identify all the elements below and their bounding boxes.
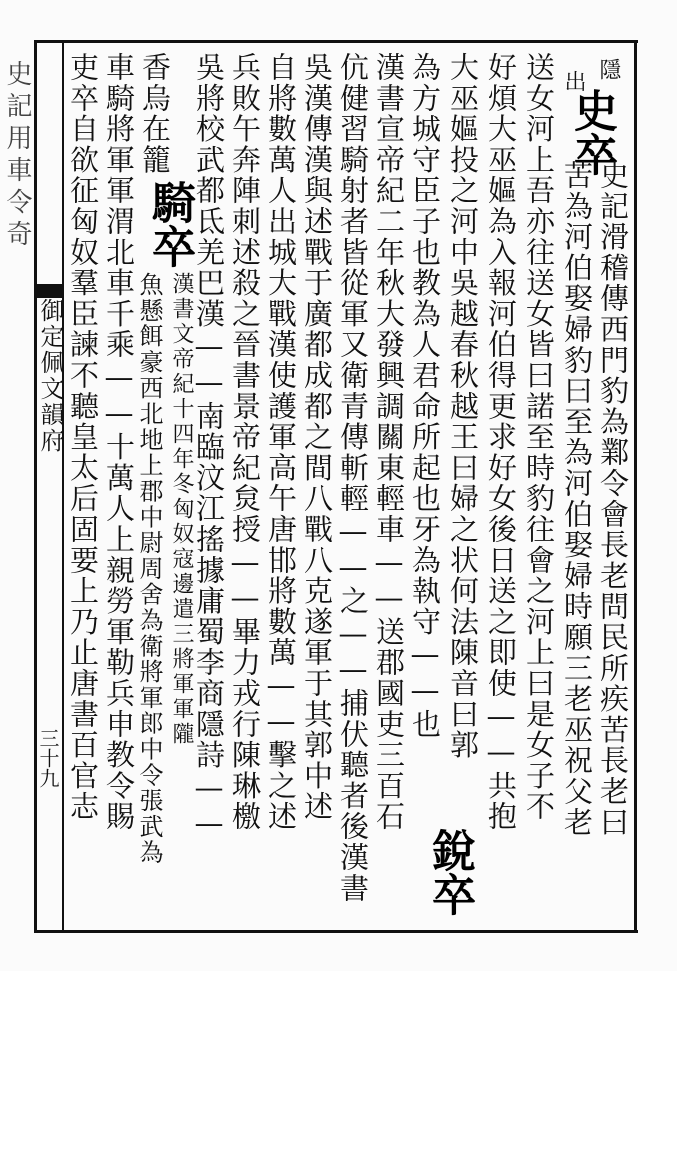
annotation-column: 漢書文帝紀十四年冬匈奴寇邊遣三將軍軍隴 <box>169 272 194 747</box>
headword-note: 隱 <box>596 58 621 80</box>
text-column-6: 為方城守臣子也教為人君命所起也牙為執守——也 <box>408 52 442 740</box>
headword-rui-zu: 銳卒 <box>424 828 475 916</box>
text-column-5: 大巫嫗投之河中吳越春秋越王曰婦之状何法陳音曰郭 <box>446 52 480 761</box>
headword-prefix: 出 <box>561 70 586 92</box>
page-number: 三十九 <box>36 728 60 788</box>
text-column-4: 好煩大巫嫗為入報河伯得更求好女後日送之即使——共抱 <box>484 52 518 832</box>
text-column-11: 兵敗午奔陣刺述殺之晉書景帝紀炱授——畢力戎行陳琳檄 <box>228 52 262 832</box>
headword-shi-zu: 史卒 <box>566 88 617 176</box>
previous-page-strip: 史記用車令奇 <box>2 60 32 252</box>
text-column-12: 吳將校武都氐羌巴漢——南臨汶江搖據庸蜀李商隱詩—— <box>192 52 226 842</box>
text-column-13: 魚懸餌豪西北地上郡中尉周舍為衛將軍郎中令張武為 <box>135 272 163 866</box>
text-column-1: 史記滑稽傳西門豹為鄴令會長老問民所疾苦長老曰 <box>596 160 630 838</box>
top-border <box>34 40 638 43</box>
left-border <box>34 40 37 933</box>
text-column-14: 香烏在籠 <box>138 52 172 176</box>
text-column-10: 自將數萬人出城大戰漢使護軍高午唐邯將數萬——擊之述 <box>264 52 298 832</box>
text-column-2: 苦為河伯娶婦豹曰至為河伯娶婦時願三老巫祝父老 <box>560 160 594 838</box>
text-column-15: 車騎將軍軍渭北車千乘——十萬人上親勞軍勒兵申教令賜 <box>102 52 136 832</box>
headword-qi-zu: 騎卒 <box>144 180 195 268</box>
book-title: 御定佩文韻府 <box>36 298 64 454</box>
text-column-8: 伉健習騎射者皆從軍又衛青傳斬輕——之——捕伏聽者後漢書 <box>336 52 370 904</box>
text-column-16: 吏卒自欲征匈奴羣臣諫不聽皇太后固要上乃止唐書百官志 <box>66 52 100 822</box>
margin-black-bar <box>34 284 64 298</box>
text-column-7: 漢書宣帝紀二年秋大發興調關東輕車——送郡國吏三百石 <box>372 52 406 832</box>
text-column-3: 送女河上吾亦往送女皆曰諾至時豹往會之河上曰是女子不 <box>522 52 556 822</box>
right-border <box>634 40 637 933</box>
text-column-9: 吳漢傳漢與述戰于廣都成都之間八戰八克遂軍于其郭中述 <box>300 52 334 822</box>
